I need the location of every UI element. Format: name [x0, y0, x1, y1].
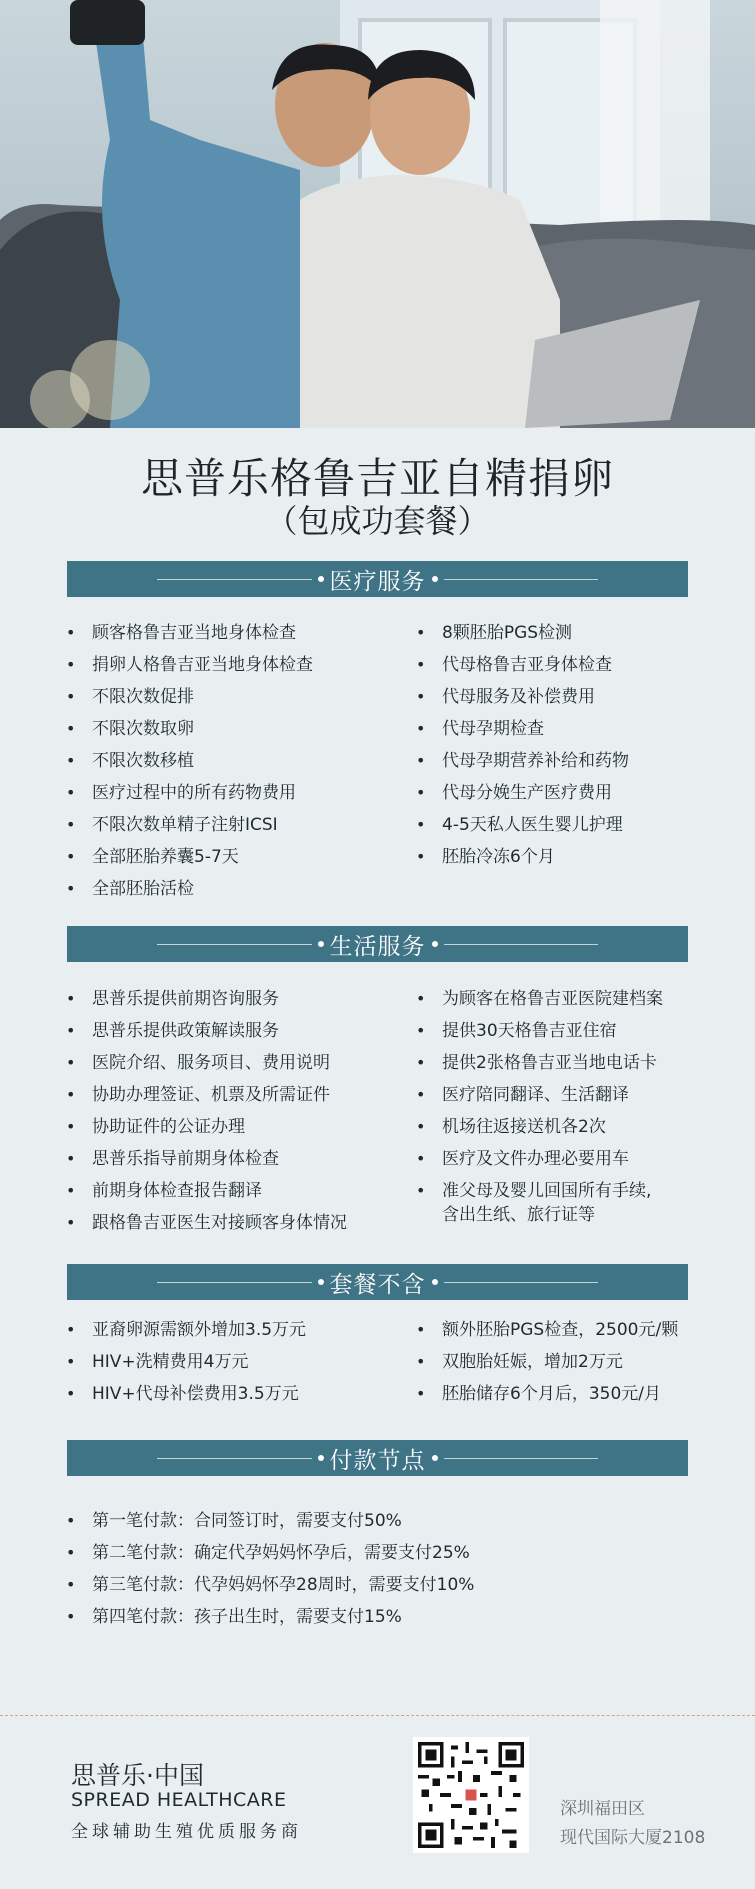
- person-right-shirt: [300, 175, 560, 428]
- hero-illustration: [0, 0, 755, 428]
- footer-divider: [0, 1715, 755, 1716]
- banner-line: [444, 944, 599, 945]
- medical-list-right: [416, 622, 629, 878]
- list-item: • 第三笔付款：代孕妈妈怀孕28周时，需要支付10%: [66, 1574, 474, 1606]
- brand-name-en: SPREAD HEALTHCARE: [71, 1789, 287, 1811]
- banner-line: [157, 579, 312, 580]
- list-item: • 思普乐提供前期咨询服务: [66, 988, 347, 1020]
- hero-photo: [0, 0, 755, 428]
- list-item: • 医疗陪同翻译、生活翻译: [416, 1084, 663, 1116]
- section-banner-life: [67, 926, 688, 962]
- brand-name-cn: 思普乐·中国: [71, 1761, 204, 1790]
- address-line1: 深圳福田区: [560, 1799, 645, 1819]
- list-item: • 医疗及文件办理必要用车: [416, 1148, 663, 1180]
- list-item: • 协助证件的公证办理: [66, 1116, 347, 1148]
- list-item: • 4-5天私人医生婴儿护理: [416, 814, 629, 846]
- list-item: • 不限次数移植: [66, 750, 313, 782]
- qr-code: [413, 1737, 529, 1853]
- list-item: • 额外胚胎PGS检查，2500元/颗: [416, 1319, 678, 1351]
- list-item: • 双胞胎妊娠，增加2万元: [416, 1351, 678, 1383]
- page-subtitle: （包成功套餐）: [265, 502, 490, 540]
- list-item: • 前期身体检查报告翻译: [66, 1180, 347, 1212]
- banner-line: [157, 1458, 312, 1459]
- excluded-list-left: [66, 1319, 306, 1415]
- section-banner-excluded: [67, 1264, 688, 1300]
- list-item: • 不限次数单精子注射ICSI: [66, 814, 313, 846]
- list-item: • 准父母及婴儿回国所有手续,: [416, 1180, 663, 1204]
- list-item: • 医院介绍、服务项目、费用说明: [66, 1052, 347, 1084]
- payment-list: [66, 1510, 474, 1638]
- banner-dot: [432, 1279, 438, 1285]
- list-item: • 代母分娩生产医疗费用: [416, 782, 629, 814]
- list-item: • 第一笔付款：合同签订时，需要支付50%: [66, 1510, 474, 1542]
- list-item: • 第四笔付款：孩子出生时，需要支付15%: [66, 1606, 474, 1638]
- list-item: • 亚裔卵源需额外增加3.5万元: [66, 1319, 306, 1351]
- brand-tagline: 全球辅助生殖优质服务商: [71, 1822, 302, 1842]
- list-item: • 医疗过程中的所有药物费用: [66, 782, 313, 814]
- list-item: • 提供2张格鲁吉亚当地电话卡: [416, 1052, 663, 1084]
- list-item: • 思普乐提供政策解读服务: [66, 1020, 347, 1052]
- list-item: • 机场往返接送机各2次: [416, 1116, 663, 1148]
- list-item: • 第二笔付款：确定代孕妈妈怀孕后，需要支付25%: [66, 1542, 474, 1574]
- banner-line: [157, 944, 312, 945]
- list-item-continuation: 含出生纸、旅行证等: [442, 1205, 595, 1225]
- banner-line: [157, 1282, 312, 1283]
- banner-dot: [432, 576, 438, 582]
- list-item: • 代母服务及补偿费用: [416, 686, 629, 718]
- list-item: • 全部胚胎活检: [66, 878, 313, 910]
- list-item: • 为顾客在格鲁吉亚医院建档案: [416, 988, 663, 1020]
- list-item: • HIV+洗精费用4万元: [66, 1351, 306, 1383]
- excluded-list-right: [416, 1319, 678, 1415]
- list-item: • HIV+代母补偿费用3.5万元: [66, 1383, 306, 1415]
- section-title-medical: 医疗服务: [329, 568, 426, 595]
- list-item: • 捐卵人格鲁吉亚当地身体检查: [66, 654, 313, 686]
- banner-dot: [432, 941, 438, 947]
- list-item: • 代母孕期营养补给和药物: [416, 750, 629, 782]
- list-item: • 协助办理签证、机票及所需证件: [66, 1084, 347, 1116]
- banner-line: [444, 1458, 599, 1459]
- list-item: • 不限次数促排: [66, 686, 313, 718]
- page-title: 思普乐格鲁吉亚自精捐卵: [140, 454, 614, 503]
- list-item: • 胚胎储存6个月后，350元/月: [416, 1383, 678, 1415]
- qr-code-graphic: [418, 1742, 524, 1848]
- banner-line: [444, 1282, 599, 1283]
- life-list-right: [416, 988, 663, 1228]
- banner-dot: [432, 1455, 438, 1461]
- section-title-life: 生活服务: [329, 933, 426, 960]
- section-banner-payment: [67, 1440, 688, 1476]
- list-item: • 全部胚胎养囊5-7天: [66, 846, 313, 878]
- list-item: • 代母孕期检查: [416, 718, 629, 750]
- list-item: • 不限次数取卵: [66, 718, 313, 750]
- section-banner-medical: [67, 561, 688, 597]
- list-item: • 顾客格鲁吉亚当地身体检查: [66, 622, 313, 654]
- address-line2: 现代国际大厦2108: [560, 1828, 706, 1848]
- life-list-left: [66, 988, 347, 1244]
- list-item: • 跟格鲁吉亚医生对接顾客身体情况: [66, 1212, 347, 1244]
- list-item: • 8颗胚胎PGS检测: [416, 622, 629, 654]
- banner-line: [444, 579, 599, 580]
- list-item: • 代母格鲁吉亚身体检查: [416, 654, 629, 686]
- list-item: • 胚胎冷冻6个月: [416, 846, 629, 878]
- section-title-excluded: 套餐不含: [329, 1271, 426, 1298]
- section-title-payment: 付款节点: [329, 1447, 426, 1474]
- phone: [70, 0, 145, 45]
- medical-list-left: [66, 622, 313, 910]
- list-item: • 提供30天格鲁吉亚住宿: [416, 1020, 663, 1052]
- list-item: • 思普乐指导前期身体检查: [66, 1148, 347, 1180]
